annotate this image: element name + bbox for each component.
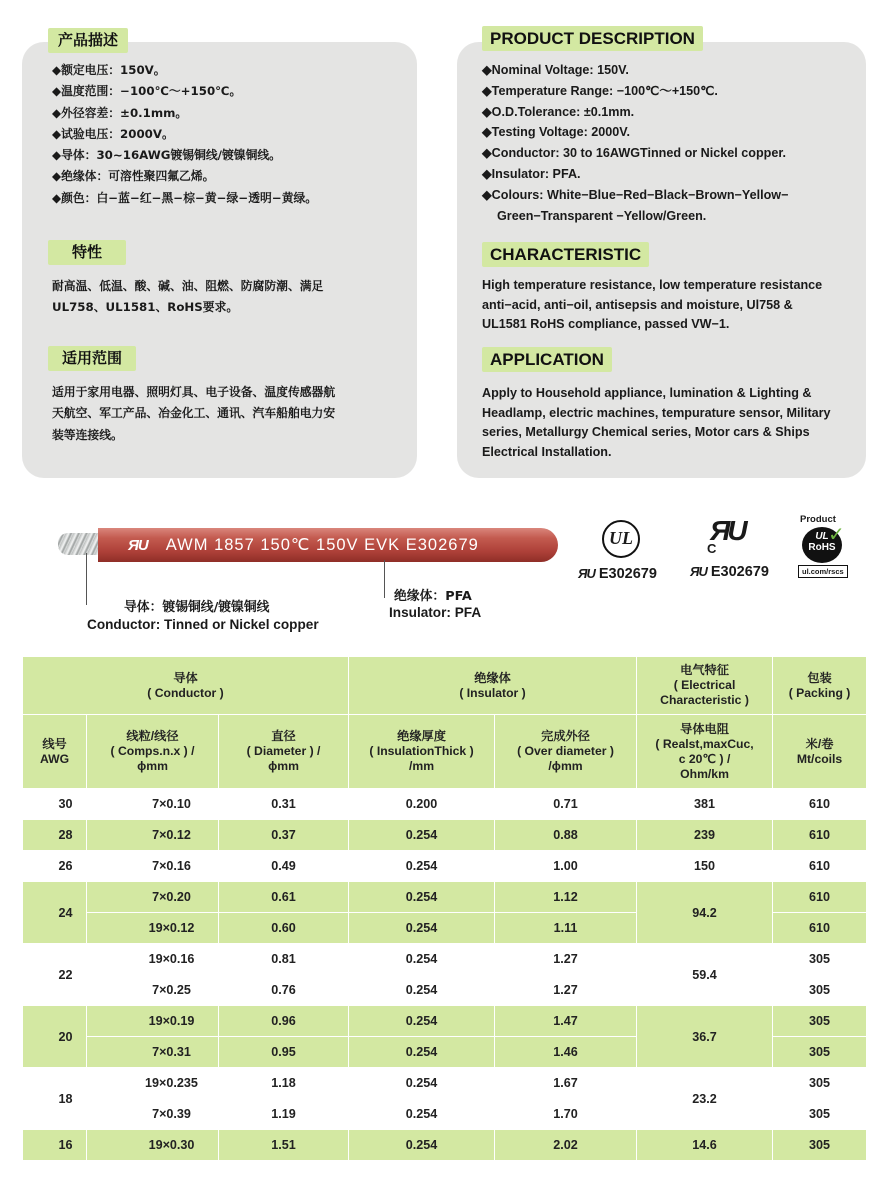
desc-item: ◆Testing Voltage: 2000V. (482, 125, 631, 140)
char-line: UL1581 RoHS compliance, passed VW−1. (482, 317, 730, 331)
col-header-insulation-thick: 绝缘厚度 ( InsulationThick ) /mm (349, 715, 495, 789)
char-text-cn (52, 276, 402, 319)
col-header-diameter: 直径 ( Diameter ) / ϕmm (219, 715, 349, 789)
char-line: 耐高温、低温、酸、碱、油、阻燃、防腐防潮、满足 (52, 279, 324, 293)
table-row: 7×0.39 1.19 0.254 1.70 305 (23, 1099, 867, 1130)
app-text-en (482, 384, 867, 462)
desc-item: ◆外径容差：±0.1mm。 (52, 105, 188, 120)
ul-recognized-large-icon: ЯU (710, 515, 745, 546)
desc-item: ◆颜色：白−蓝−红−黑−棕−黄−绿−透明−黄绿。 (52, 190, 318, 205)
group-header-conductor: 导体 ( Conductor ) (23, 657, 349, 715)
section-title-desc-cn: 产品描述 (48, 28, 128, 53)
col-header-resistance: 导体电阻 ( Realst,maxCuc, c 20℃ ) / Ohm/km (637, 715, 773, 789)
table-row: 24 7×0.20 0.61 0.254 1.12 94.2 610 (23, 882, 867, 913)
conductor-caption-en: Conductor: Tinned or Nickel copper (87, 617, 319, 632)
col-header-over-diameter: 完成外径 ( Over diameter ) /ϕmm (495, 715, 637, 789)
desc-item: ◆额定电压：150V。 (52, 63, 166, 77)
section-title-char-cn: 特性 (48, 240, 126, 265)
ul-recognized-icon: ЯU (128, 536, 148, 554)
cable-print-text: AWM 1857 150℃ 150V EVK E302679 (165, 536, 479, 554)
desc-list-en (482, 60, 867, 226)
ul-url-label: ul.com/rscs (798, 565, 848, 578)
product-rohs-title: Product (800, 514, 836, 525)
desc-item: ◆O.D.Tolerance: ±0.1mm. (482, 104, 635, 119)
app-line: Electrical Installation. (482, 444, 612, 459)
table-row: 7×0.31 0.95 0.254 1.46 305 (23, 1037, 867, 1068)
desc-item: ◆绝缘体：可溶性聚四氟乙烯。 (52, 169, 215, 184)
app-line: 天航空、军工产品、冶金化工、通讯、汽车船舶电力安 (52, 406, 336, 421)
col-header-comps: 线粒/线径 ( Comps.n.x ) / ϕmm (87, 715, 219, 789)
ul-listed-icon: UL (602, 520, 640, 558)
table-row: 19×0.12 0.60 0.254 1.11 610 (23, 913, 867, 944)
group-header-insulator: 绝缘体 ( Insulator ) (349, 657, 637, 715)
table-row: 28 7×0.12 0.37 0.254 0.88 239 610 (23, 820, 867, 851)
insulator-caption-cn: 绝缘体：PFA (394, 589, 472, 604)
app-line: 适用于家用电器、照明灯具、电子设备、温度传感器航 (52, 385, 336, 399)
conductor-leader-line (86, 553, 87, 605)
desc-item: ◆Conductor: 30 to 16AWGTinned or Nickel copper. (482, 146, 787, 161)
ul-file-number-2: ЯU E302679 (690, 564, 769, 580)
desc-item: ◆试验电压：2000V。 (52, 126, 174, 141)
char-line: UL758、UL1581、RoHS要求。 (52, 300, 239, 315)
ul-recognized-mini-icon: ЯU (578, 566, 595, 581)
section-title-char-en: CHARACTERISTIC (482, 242, 649, 267)
desc-item: ◆Nominal Voltage: 150V. (482, 63, 629, 77)
spec-table (22, 656, 867, 1161)
col-header-awg: 线号 AWG (23, 715, 87, 789)
ul-file-number-1: ЯU E302679 (578, 566, 657, 582)
ul-canada-c-icon: C (707, 541, 717, 556)
table-row: 18 19×0.235 1.18 0.254 1.67 23.2 305 (23, 1068, 867, 1099)
ul-rohs-badge-icon: UL RoHS (802, 527, 842, 563)
checkmark-icon: ✓ (828, 522, 845, 546)
desc-item: Green−Transparent −Yellow/Green. (497, 208, 707, 223)
group-header-electrical: 电气特征 ( Electrical Characteristic ) (637, 657, 773, 715)
desc-item: ◆导体：30~16AWG镀锡铜线/镀镍铜线。 (52, 148, 281, 163)
table-row: 7×0.25 0.76 0.254 1.27 305 (23, 975, 867, 1006)
char-text-en (482, 276, 867, 335)
section-title-desc-en: PRODUCT DESCRIPTION (482, 26, 703, 51)
section-title-app-en: APPLICATION (482, 347, 612, 372)
desc-item: ◆Temperature Range: −100℃～+150℃. (482, 83, 718, 98)
ul-recognized-mini-icon: ЯU (690, 564, 707, 579)
table-row: 22 19×0.16 0.81 0.254 1.27 59.4 305 (23, 944, 867, 975)
table-row: 30 7×0.10 0.31 0.200 0.71 381 610 (23, 789, 867, 820)
desc-item: ◆温度范围：−100℃～+150℃。 (52, 84, 242, 99)
char-line: anti−acid, anti−oil, antisepsis and moisture, Ul758 & (482, 297, 793, 312)
app-line: Headlamp, electric machines, tempurature sensor, Military (482, 405, 831, 420)
col-header-packing: 米/卷 Mt/coils (773, 715, 867, 789)
app-line: series, Metallurgy Chemical series, Motor cars & Ships (482, 425, 810, 439)
app-text-cn (52, 382, 402, 446)
group-header-packing: 包装 ( Packing ) (773, 657, 867, 715)
insulator-leader-line (384, 560, 385, 598)
insulator-caption-en: Insulator: PFA (389, 605, 482, 620)
table-row: 20 19×0.19 0.96 0.254 1.47 36.7 305 (23, 1006, 867, 1037)
section-title-app-cn: 适用范围 (48, 346, 136, 371)
desc-item: ◆Insulator: PFA. (482, 166, 581, 181)
desc-item: ◆Colours: White−Blue−Red−Black−Brown−Yellow− (482, 187, 789, 202)
conductor-caption-cn: 导体：镀锡铜线/镀镍铜线 (124, 600, 270, 615)
app-line: Apply to Household appliance, lumination & Lighting & (482, 386, 812, 400)
desc-list-cn (52, 60, 402, 209)
app-line: 装等连接线。 (52, 427, 123, 442)
cable-illustration (98, 528, 558, 562)
char-line: High temperature resistance, low temperature resistance (482, 278, 823, 292)
table-row: 26 7×0.16 0.49 0.254 1.00 150 610 (23, 851, 867, 882)
table-row: 16 19×0.30 1.51 0.254 2.02 14.6 305 (23, 1130, 867, 1161)
